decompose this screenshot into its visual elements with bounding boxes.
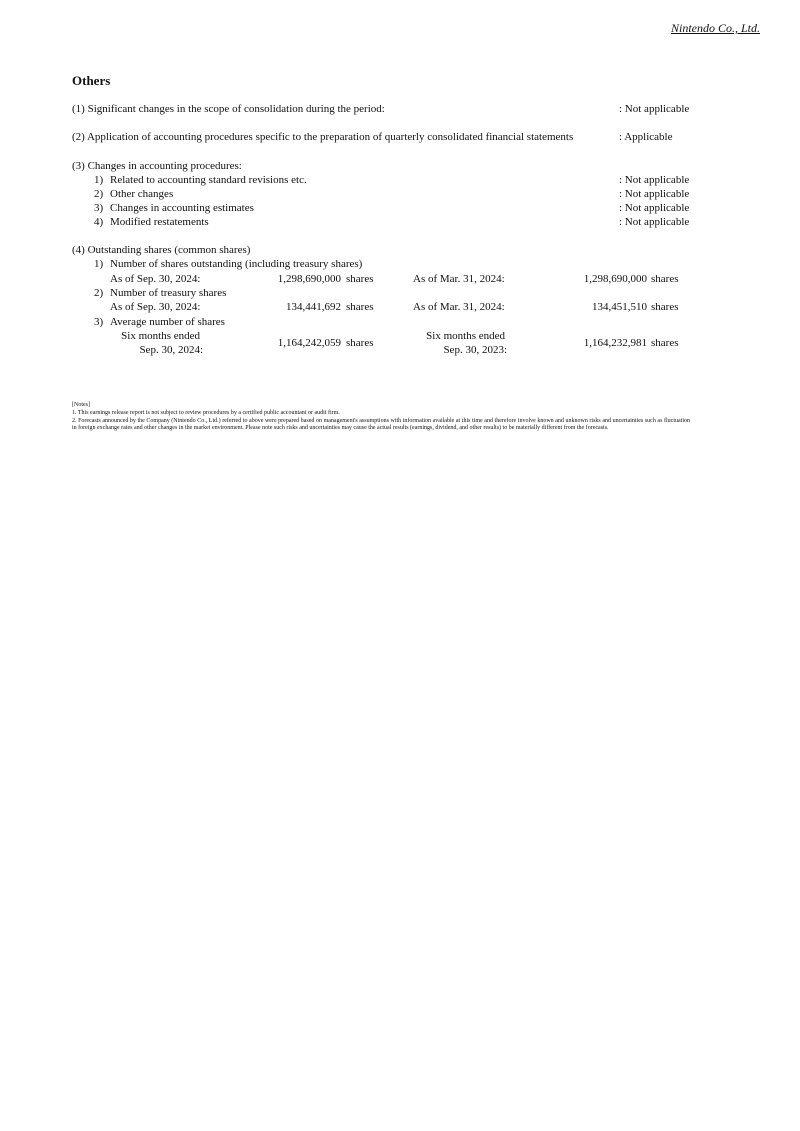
list-item-status: : Not applicable	[619, 188, 690, 200]
average-shares-right-value: 1,164,232,981	[583, 337, 647, 349]
list-item-label: Related to accounting standard revisions etc.	[110, 174, 307, 186]
shares-unit: shares	[651, 273, 679, 285]
note-2: 2. Forecasts announced by the Company (Nintendo Co., Ltd.) referred to above were prepared based on management's assumptions with information available at this time and therefore involve known and unknown risks and uncertainties such as fluctuation in foreign exchange rates and other changes in the market environment. Please note such risks and uncertainties may cause the actual results (earnings, dividend, and other results) to be materially different from the forecasts.	[72, 418, 690, 431]
notes-title: [Notes]	[72, 402, 90, 408]
average-shares-left-label-line2: Sep. 30, 2024:	[139, 344, 203, 356]
list-item-status: : Not applicable	[619, 202, 690, 214]
shares-unit: shares	[346, 337, 374, 349]
list-item-label: Modified restatements	[110, 216, 209, 228]
list-item-label: Changes in accounting estimates	[110, 202, 254, 214]
treasury-shares-right-label: As of Mar. 31, 2024:	[413, 301, 505, 313]
shares-unit: shares	[651, 301, 679, 313]
list-item-number: 2)	[94, 188, 104, 200]
list-item-number: 1)	[94, 174, 104, 186]
company-name: Nintendo Co., Ltd.	[670, 21, 760, 35]
list-item-number: 3)	[94, 202, 104, 214]
changes-in-procedures-label: (3) Changes in accounting procedures:	[72, 160, 242, 172]
list-item-label: Other changes	[110, 188, 174, 200]
scope-change-status: : Not applicable	[619, 103, 690, 115]
list-item-status: : Not applicable	[619, 174, 690, 186]
shares-unit: shares	[651, 337, 679, 349]
accounting-procedures-label: (2) Application of accounting procedures specific to the preparation of quarterly consolidated financial statements	[72, 131, 574, 143]
list-item-number: 2)	[94, 287, 104, 299]
treasury-shares-left-label: As of Sep. 30, 2024:	[110, 301, 201, 313]
shares-outstanding-left-label: As of Sep. 30, 2024:	[110, 273, 201, 285]
shares-outstanding-left-value: 1,298,690,000	[277, 273, 341, 285]
scope-change-label: (1) Significant changes in the scope of consolidation during the period:	[72, 103, 385, 115]
shares-outstanding-right-value: 1,298,690,000	[583, 273, 647, 285]
shares-unit: shares	[346, 301, 374, 313]
shares-unit: shares	[346, 273, 374, 285]
average-shares-left-value: 1,164,242,059	[277, 337, 341, 349]
note-1: 1. This earnings release report is not subject to review procedures by a certified public accountant or audit firm.	[72, 410, 340, 416]
list-item-status: : Not applicable	[619, 216, 690, 228]
outstanding-shares-label: (4) Outstanding shares (common shares)	[72, 244, 251, 256]
average-shares-left-label-line1: Six months ended	[121, 330, 200, 342]
shares-outstanding-right-label: As of Mar. 31, 2024:	[413, 273, 505, 285]
accounting-procedures-status: : Applicable	[619, 131, 673, 143]
treasury-shares-label: Number of treasury shares	[110, 287, 227, 299]
shares-outstanding-label: Number of shares outstanding (including treasury shares)	[110, 258, 363, 270]
section-title: Others	[72, 73, 111, 88]
list-item-number: 3)	[94, 316, 104, 328]
list-item-number: 1)	[94, 258, 104, 270]
average-shares-right-label-line2: Sep. 30, 2023:	[443, 344, 507, 356]
average-shares-right-label-line1: Six months ended	[426, 330, 505, 342]
average-shares-label: Average number of shares	[110, 316, 225, 328]
treasury-shares-right-value: 134,451,510	[592, 301, 647, 313]
treasury-shares-left-value: 134,441,692	[286, 301, 341, 313]
list-item-number: 4)	[94, 216, 104, 228]
